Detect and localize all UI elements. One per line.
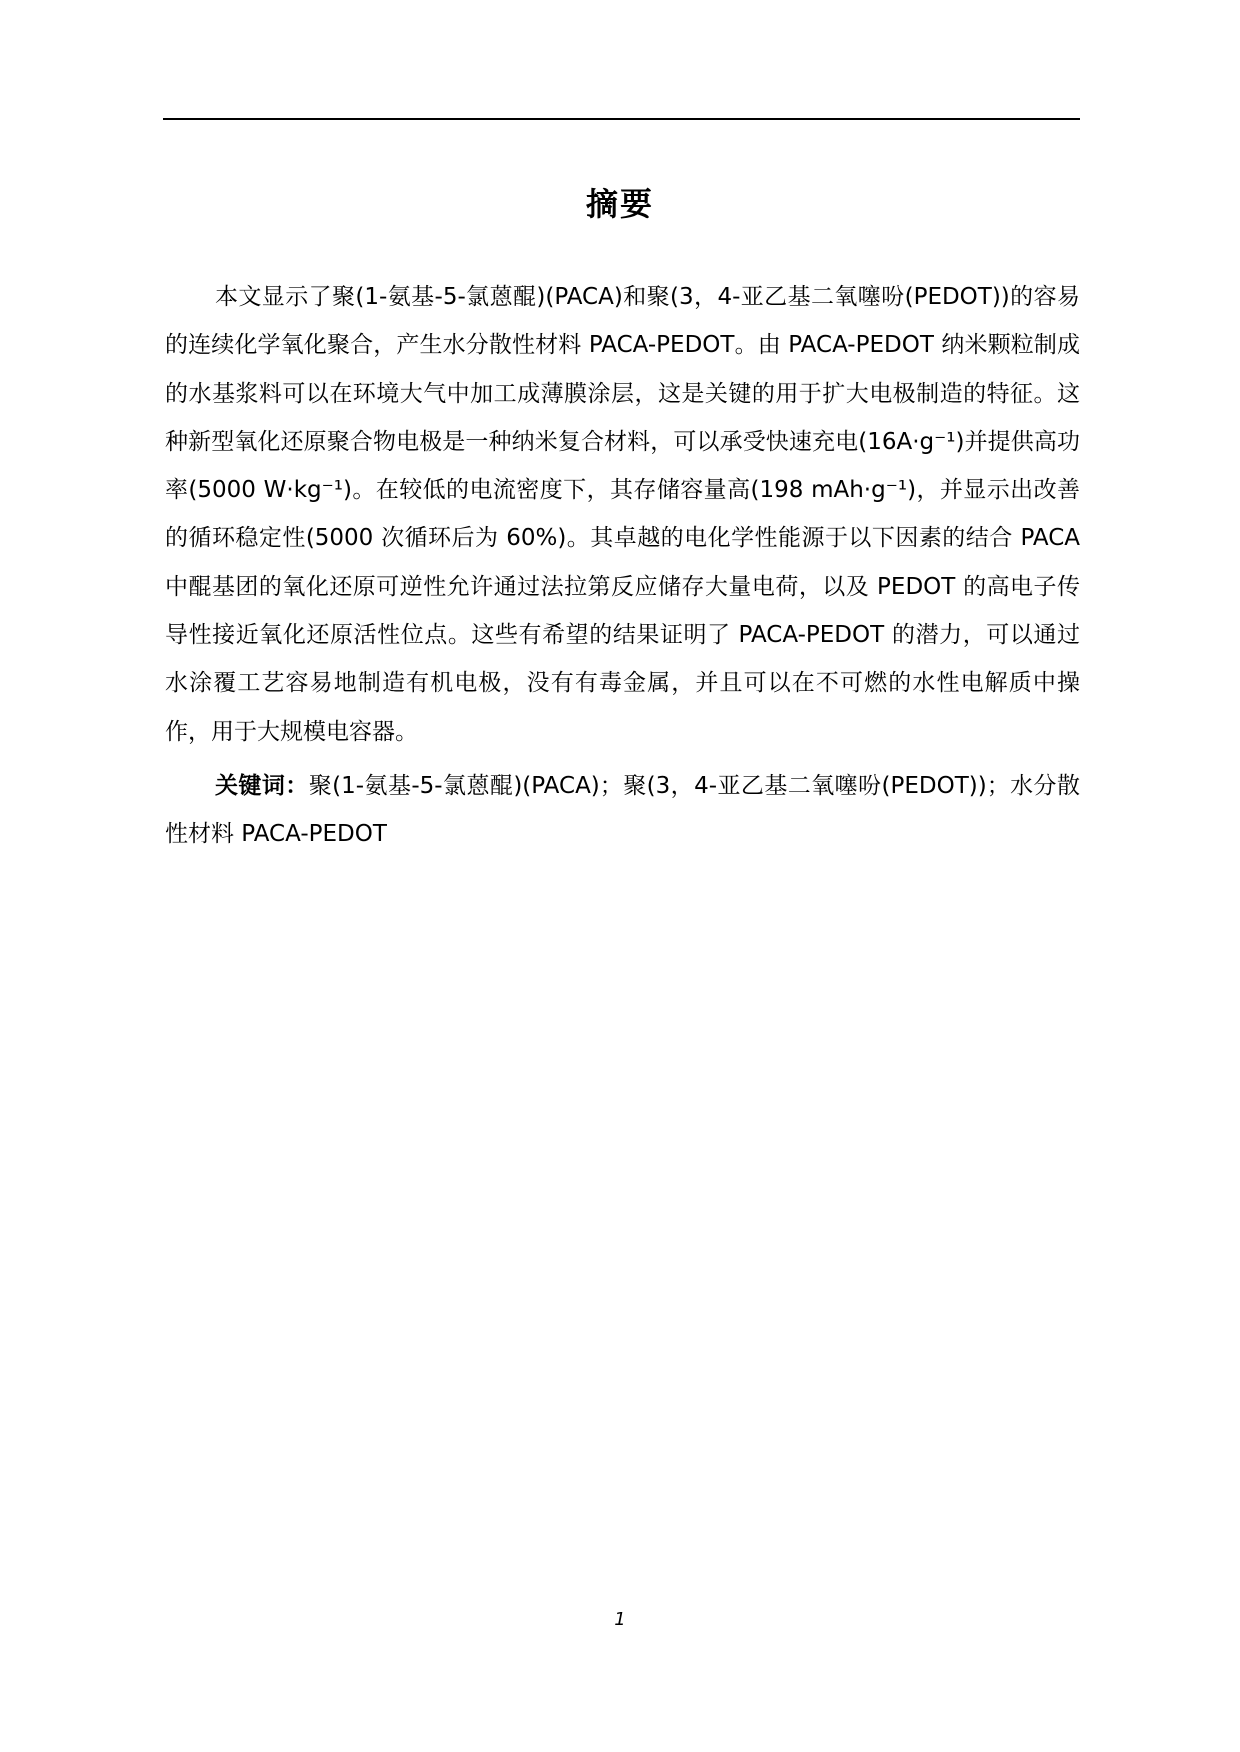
header-rule [163,118,1080,120]
page-title: 摘要 [585,185,654,223]
keywords-label: 关键词： [215,773,309,799]
page-number: 1 [614,1609,626,1630]
keywords-paragraph [165,762,1080,859]
abstract-paragraph: 本文显示了聚(1-氨基-5-氯蒽醌)(PACA)和聚(3，4-亚乙基二氧噻吩(PEDOT))的容易的连续化学氧化聚合，产生水分散性材料 PACA-PEDOT。由 PACA-PEDOT 纳米颗粒制成的水基浆料可以在环境大气中加工成薄膜涂层，这是关键的用于扩大电极制造的特征。这种新型氧化还原聚合物电极是一种纳米复合材料，可以承受快速充电(16A·g⁻¹)并提供高功率(5000 W·kg⁻¹)。在较低的电流密度下，其存储容量高(198 mAh·g⁻¹)，并显示出改善的循环稳定性(5000 次循环后为 60%)。其卓越的电化学性能源于以下因素的结合 PACA 中醌基团的氧化还原可逆性允许通过法拉第反应储存大量电荷，以及 PEDOT 的高电子传导性接近氧化还原活性位点。这些有希望的结果证明了 PACA-PEDOT 的潜力，可以通过水涂覆工艺容易地制造有机电极，没有有毒金属，并且可以在不可燃的水性电解质中操作，用于大规模电容器。 [165,284,1080,745]
keywords-text: 聚(1-氨基-5-氯蒽醌)(PACA)；聚(3，4-亚乙基二氧噻吩(PEDOT))；水分散性材料 PACA-PEDOT [165,773,1080,848]
